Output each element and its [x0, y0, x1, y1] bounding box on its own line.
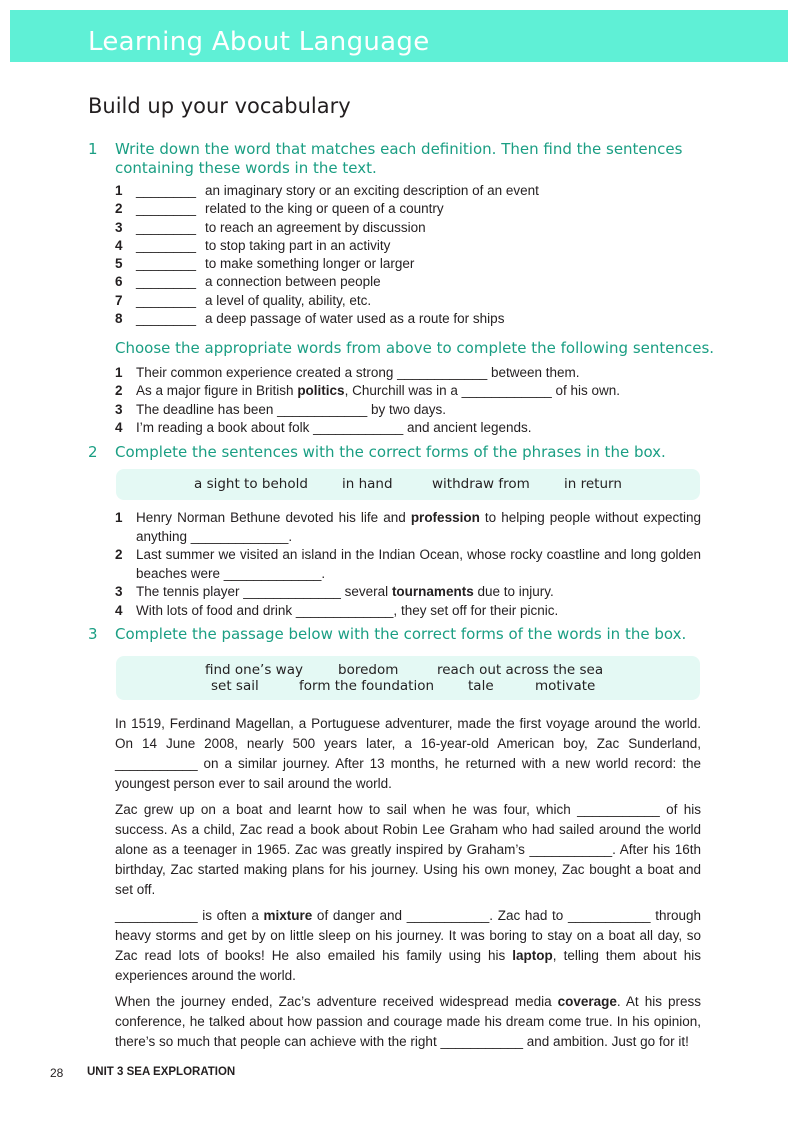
item-number: 1: [115, 183, 123, 198]
sentence-text: I’m reading a book about folk ____________ and ancient legends.: [136, 419, 532, 435]
page-number: 28: [50, 1066, 64, 1080]
item-number: 2: [115, 547, 123, 562]
answer-blank: ________: [136, 237, 197, 253]
item-number: 3: [115, 584, 123, 599]
item-number: 6: [115, 274, 123, 290]
answer-blank: ________: [136, 256, 197, 272]
exercise-3-heading: [88, 625, 715, 644]
exercise-1-subinstruction: Choose the appropriate words from above to complete the following sentences.: [115, 339, 715, 357]
list-item: [115, 401, 701, 419]
passage-paragraph: ___________ is often a mixture of danger and ___________. Zac had to ___________ through heavy storms and get by on little sleep on his journey. It was boring to stay on a boat all day, so Zac read lots of books! He also emailed his family using his laptop, telling them about his experiences around the world.: [115, 908, 702, 983]
item-number: 3: [115, 401, 123, 417]
exercise-instruction: Complete the passage below with the correct forms of the words in the box.: [115, 625, 687, 643]
item-number: 1: [115, 510, 123, 525]
sentence-text: Their common experience created a strong ____________ between them.: [136, 365, 580, 380]
phrase-option: in hand: [342, 476, 393, 492]
answer-blank: ________: [136, 183, 197, 198]
sentence-text: As a major figure in British politics, Churchill was in a ____________ of his own.: [136, 383, 621, 399]
word-option: reach out across the sea: [437, 662, 604, 678]
word-option: motivate: [535, 678, 596, 694]
list-item: 1 Henry Norman Bethune devoted his life and profession to helping people without expecting anything _____________.: [115, 510, 702, 544]
list-item: 3 The tennis player _____________ several tournaments due to injury.: [115, 583, 701, 602]
word-option: tale: [468, 678, 494, 694]
exercise-number: 1: [88, 140, 98, 158]
phrase-option: in return: [564, 476, 622, 492]
passage-paragraph: Zac grew up on a boat and learnt how to sail when he was four, which ___________ of his success. As a child, Zac read a book about Robin Lee Graham who had sailed around the world alone as a teenager in 1965. Zac was greatly inspired by Graham’s ___________. After his 16th birthday, Zac started making plans for his journey. Using his own money, Zac bought a boat and set off.: [115, 802, 701, 897]
list-item: [115, 182, 701, 200]
answer-blank: ________: [136, 292, 197, 308]
phrase-option: a sight to behold: [194, 476, 308, 492]
answer-blank: ________: [136, 311, 197, 327]
word-option: set sail: [211, 678, 259, 694]
list-item: 2 Last summer we visited an island in the Indian Ocean, whose rocky coastline and long golden beaches were _____________.: [115, 547, 701, 581]
list-item: [115, 292, 701, 310]
list-item: [115, 364, 701, 382]
definition-text: a deep passage of water used as a route for ships: [205, 311, 505, 327]
exercise-2-items: [115, 509, 701, 620]
list-item: [115, 219, 701, 237]
word-box: [116, 656, 700, 700]
item-number: 1: [115, 365, 123, 380]
section-title: Build up your vocabulary: [88, 94, 351, 118]
definition-text: a level of quality, ability, etc.: [205, 292, 372, 308]
item-number: 4: [115, 419, 123, 435]
answer-blank: ________: [136, 201, 197, 217]
item-number: 3: [115, 219, 123, 235]
sentence-list: [115, 364, 701, 437]
list-item: [115, 237, 701, 255]
list-item: 4 With lots of food and drink _____________, they set off for their picnic.: [115, 602, 701, 621]
item-number: 2: [115, 383, 123, 399]
exercise-instruction: Write down the word that matches each definition. Then find the sentences containing these words in the text.: [115, 140, 683, 177]
item-number: 4: [115, 237, 123, 253]
item-number: 8: [115, 311, 123, 327]
answer-blank: ________: [136, 219, 197, 235]
banner-title: Learning About Language: [88, 27, 430, 57]
phrase-option: withdraw from: [432, 476, 530, 492]
list-item: [115, 382, 701, 400]
definition-text: to reach an agreement by discussion: [205, 219, 426, 235]
item-number: 5: [115, 256, 123, 272]
sentence-text: The deadline has been ____________ by two days.: [136, 401, 446, 417]
exercise-number: 2: [88, 443, 98, 461]
list-item: [115, 310, 701, 328]
definition-text: an imaginary story or an exciting description of an event: [205, 183, 539, 198]
definition-text: to stop taking part in an activity: [205, 237, 391, 253]
exercise-1-heading: [88, 140, 705, 178]
unit-label: UNIT 3 SEA EXPLORATION: [87, 1066, 236, 1078]
word-option: find one’s way: [205, 662, 303, 678]
item-number: 4: [115, 602, 123, 618]
definition-list: [115, 182, 701, 328]
passage-paragraph: When the journey ended, Zac’s adventure received widespread media coverage. At his press conference, he talked about how passion and courage made his dream come true. In his opinion, there’s so much that people can achieve with the right ___________ and ambition. Just go for it!: [115, 994, 701, 1049]
passage-paragraph: In 1519, Ferdinand Magellan, a Portuguese adventurer, made the first voyage around the world. On 14 June 2008, nearly 500 years later, a 16-year-old American boy, Zac Sunderland, ___________ on a similar journey. After 13 months, he returned with a new world record: the youngest person ever to sail around the world.: [115, 716, 701, 791]
exercise-instruction: Complete the sentences with the correct forms of the phrases in the box.: [115, 443, 666, 461]
answer-blank: ________: [136, 274, 197, 290]
exercise-2-heading: [88, 443, 715, 462]
definition-text: to make something longer or larger: [205, 256, 415, 272]
phrase-box: [116, 469, 700, 500]
list-item: [115, 200, 701, 218]
item-number: 2: [115, 201, 123, 217]
item-number: 7: [115, 292, 123, 308]
definition-text: related to the king or queen of a country: [205, 201, 444, 217]
word-option: boredom: [338, 662, 399, 678]
definition-text: a connection between people: [205, 274, 381, 290]
word-option: form the foundation: [299, 678, 435, 694]
list-item: [115, 419, 701, 437]
list-item: [115, 273, 701, 291]
header-banner: [10, 10, 788, 62]
passage: [115, 714, 701, 1058]
list-item: [115, 255, 701, 273]
exercise-number: 3: [88, 625, 98, 643]
